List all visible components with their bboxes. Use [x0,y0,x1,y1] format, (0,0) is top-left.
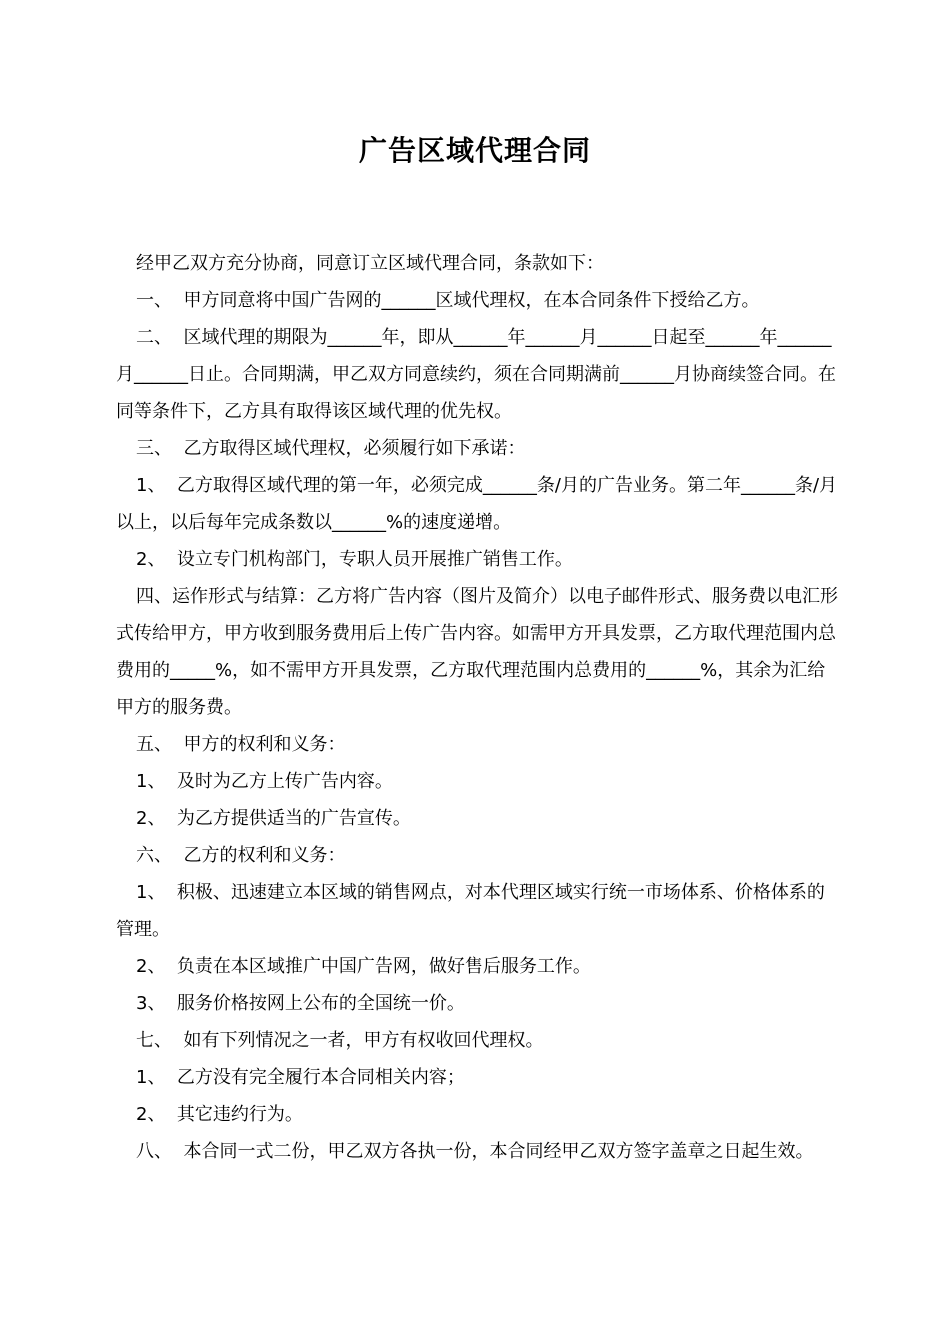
clause-4: 四、运作形式与结算：乙方将广告内容（图片及简介）以电子邮件形式、服务费以电汇形式传给甲方，甲方收到服务费用后上传广告内容。如需甲方开具发票，乙方取代理范围内总费用的_____%，如不需甲方开具发票，乙方取代理范围内总费用的______%，其余为汇给甲方的服务费。 [116,586,838,718]
clause-8: 八、 本合同一式二份，甲乙双方各执一份，本合同经甲乙双方签字盖章之日起生效。 [136,1141,814,1162]
clause-2: 二、 区域代理的期限为______年，即从______年______月______日起至______年______月______日止。合同期满，甲乙双方同意续约，须在合同期满前______月协商续签合同。在同等条件下，乙方具有取得该区域代理的优先权。 [116,327,836,422]
intro-paragraph: 经甲乙双方充分协商，同意订立区域代理合同，条款如下： [136,253,604,274]
contract-body [116,245,840,1170]
clause-3-item-1: 1、 乙方取得区域代理的第一年，必须完成______条/月的广告业务。第二年______条/月以上，以后每年完成条数以______%的速度递增。 [116,475,838,533]
clause-6-item-2: 2、 负责在本区域推广中国广告网，做好售后服务工作。 [136,956,591,977]
clause-1: 一、 甲方同意将中国广告网的______区域代理权，在本合同条件下授给乙方。 [136,290,760,311]
clause-5-item-1: 1、 及时为乙方上传广告内容。 [136,771,393,792]
clause-7-item-1: 1、 乙方没有完全履行本合同相关内容； [136,1067,465,1088]
clause-5-item-2: 2、 为乙方提供适当的广告宣传。 [136,808,411,829]
clause-7-item-2: 2、 其它违约行为。 [136,1104,303,1125]
clause-6-item-3: 3、 服务价格按网上公布的全国统一价。 [136,993,465,1014]
clause-7: 七、 如有下列情况之一者，甲方有权收回代理权。 [136,1030,544,1051]
clause-3: 三、 乙方取得区域代理权，必须履行如下承诺： [136,438,526,459]
clause-5: 五、 甲方的权利和义务： [136,734,346,755]
page-title: 广告区域代理合同 [358,134,591,167]
clause-6: 六、 乙方的权利和义务： [136,845,346,866]
clause-3-item-2: 2、 设立专门机构部门，专职人员开展推广销售工作。 [136,549,573,570]
clause-6-item-1: 1、 积极、迅速建立本区域的销售网点，对本代理区域实行统一市场体系、价格体系的管理。 [116,882,825,940]
